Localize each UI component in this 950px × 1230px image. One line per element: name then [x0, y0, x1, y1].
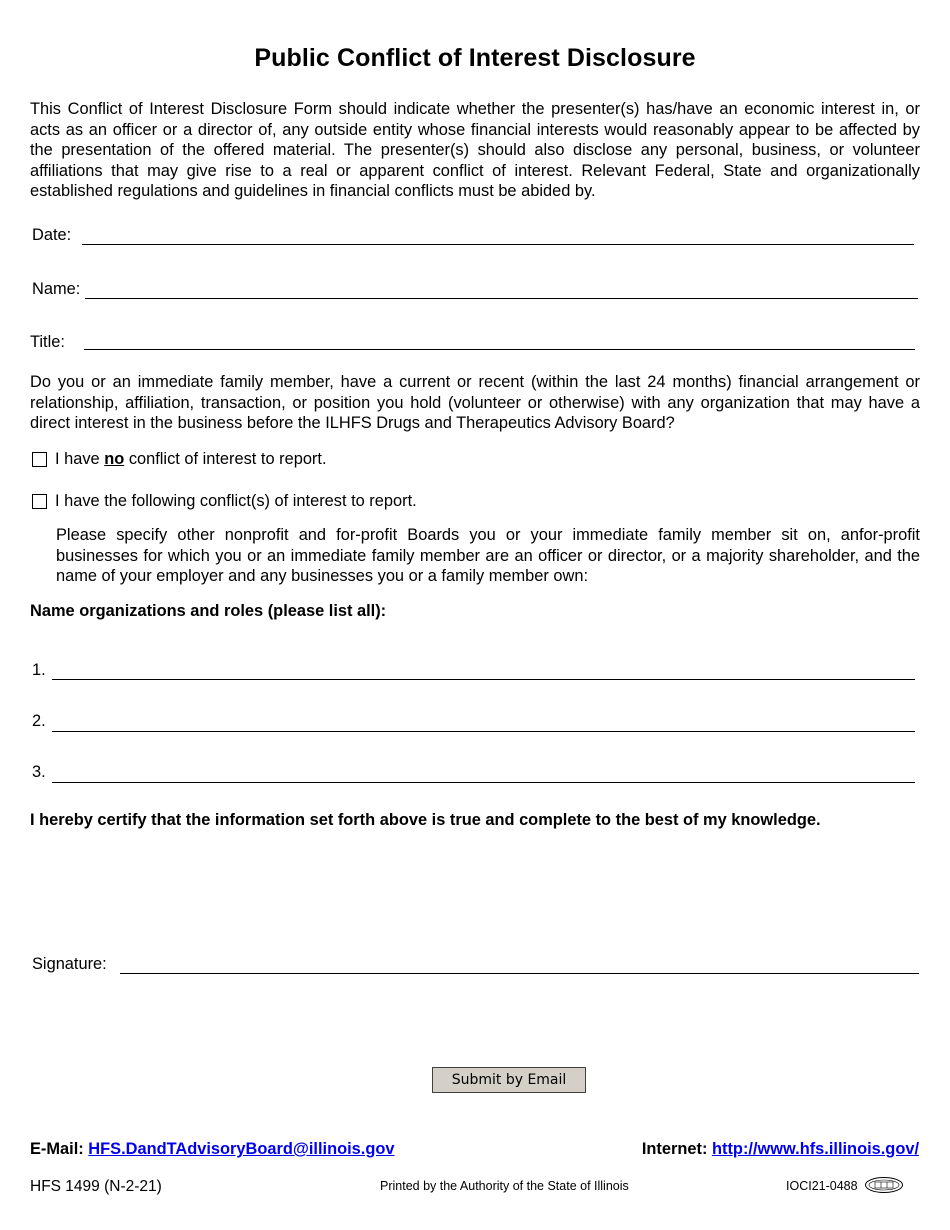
ioci-number: IOCI21-0488 — [786, 1179, 858, 1193]
org-underline-1 — [52, 679, 915, 680]
name-field[interactable] — [88, 280, 916, 299]
org-field-1[interactable] — [55, 661, 913, 680]
form-id: HFS 1499 (N-2-21) — [30, 1178, 162, 1195]
no-conflict-checkbox[interactable] — [32, 452, 47, 467]
footer-email — [30, 1140, 394, 1159]
internet-label: Internet: — [641, 1140, 708, 1158]
has-conflict-checkbox[interactable] — [32, 494, 47, 509]
org-number-3: 3. — [32, 763, 46, 781]
title-underline — [84, 349, 915, 350]
no-conflict-prefix: I have — [55, 450, 100, 468]
email-label: E-Mail: — [30, 1140, 84, 1158]
title-label: Title: — [30, 333, 65, 351]
name-underline — [85, 298, 918, 299]
no-conflict-label — [55, 450, 327, 469]
footer-internet — [642, 1140, 919, 1159]
specify-instructions: Please specify other nonprofit and for-profit Boards you or your immediate family member sit on, anfor-profit businesses for which you or an immediate family member are an officer or director, or a majority shareholder, and the name of your employer and any businesses you or a family member own: — [56, 526, 920, 585]
internet-link[interactable]: http://www.hfs.illinois.gov/ — [712, 1140, 919, 1158]
email-link[interactable]: HFS.DandTAdvisoryBoard@illinois.gov — [88, 1140, 395, 1158]
signature-field[interactable] — [122, 950, 918, 972]
org-field-3[interactable] — [55, 763, 913, 782]
no-conflict-suffix: conflict of interest to report. — [128, 450, 327, 468]
org-underline-2 — [52, 731, 915, 732]
signature-label: Signature: — [32, 955, 107, 973]
org-underline-3 — [52, 782, 915, 783]
org-number-2: 2. — [32, 712, 46, 730]
no-emphasis: no — [104, 450, 125, 468]
conflict-question: Do you or an immediate family member, have a current or recent (within the last 24 months) financial arrangement or relationship, affiliation, transaction, or position you hold (volunteer or otherwise) with any organization that may have a direct interest in the business before the ILHFS Drugs and Therapeutics Advisory Board? — [30, 373, 920, 432]
org-number-1: 1. — [32, 661, 46, 679]
org-field-2[interactable] — [55, 712, 913, 731]
signature-underline — [120, 973, 919, 974]
date-underline — [82, 244, 914, 245]
has-conflict-label: I have the following conflict(s) of interest to report. — [55, 492, 417, 510]
submit-by-email-button[interactable]: Submit by Email — [432, 1067, 586, 1093]
date-field[interactable] — [84, 226, 912, 245]
printed-by: Printed by the Authority of the State of Illinois — [380, 1179, 629, 1193]
page-title: Public Conflict of Interest Disclosure — [254, 44, 696, 72]
intro-paragraph: This Conflict of Interest Disclosure Form should indicate whether the presenter(s) has/have an economic interest in, or acts as an officer or a director of, any outside entity whose financial interests would reasonably appear to be affected by the presentation of the offered material. The presenter(s) should also disclose any personal, business, or volunteer affiliations that may give rise to a real or apparent conflict of interest. Relevant Federal, State and organizationally established regulations and guidelines in financial conflicts must be abided by. — [30, 100, 920, 200]
union-label-icon — [864, 1176, 904, 1194]
orgs-heading: Name organizations and roles (please list all): — [30, 602, 387, 620]
date-label: Date: — [32, 226, 72, 244]
certify-statement: I hereby certify that the information set forth above is true and complete to the best of my knowledge. — [30, 811, 821, 829]
name-label: Name: — [32, 280, 81, 298]
